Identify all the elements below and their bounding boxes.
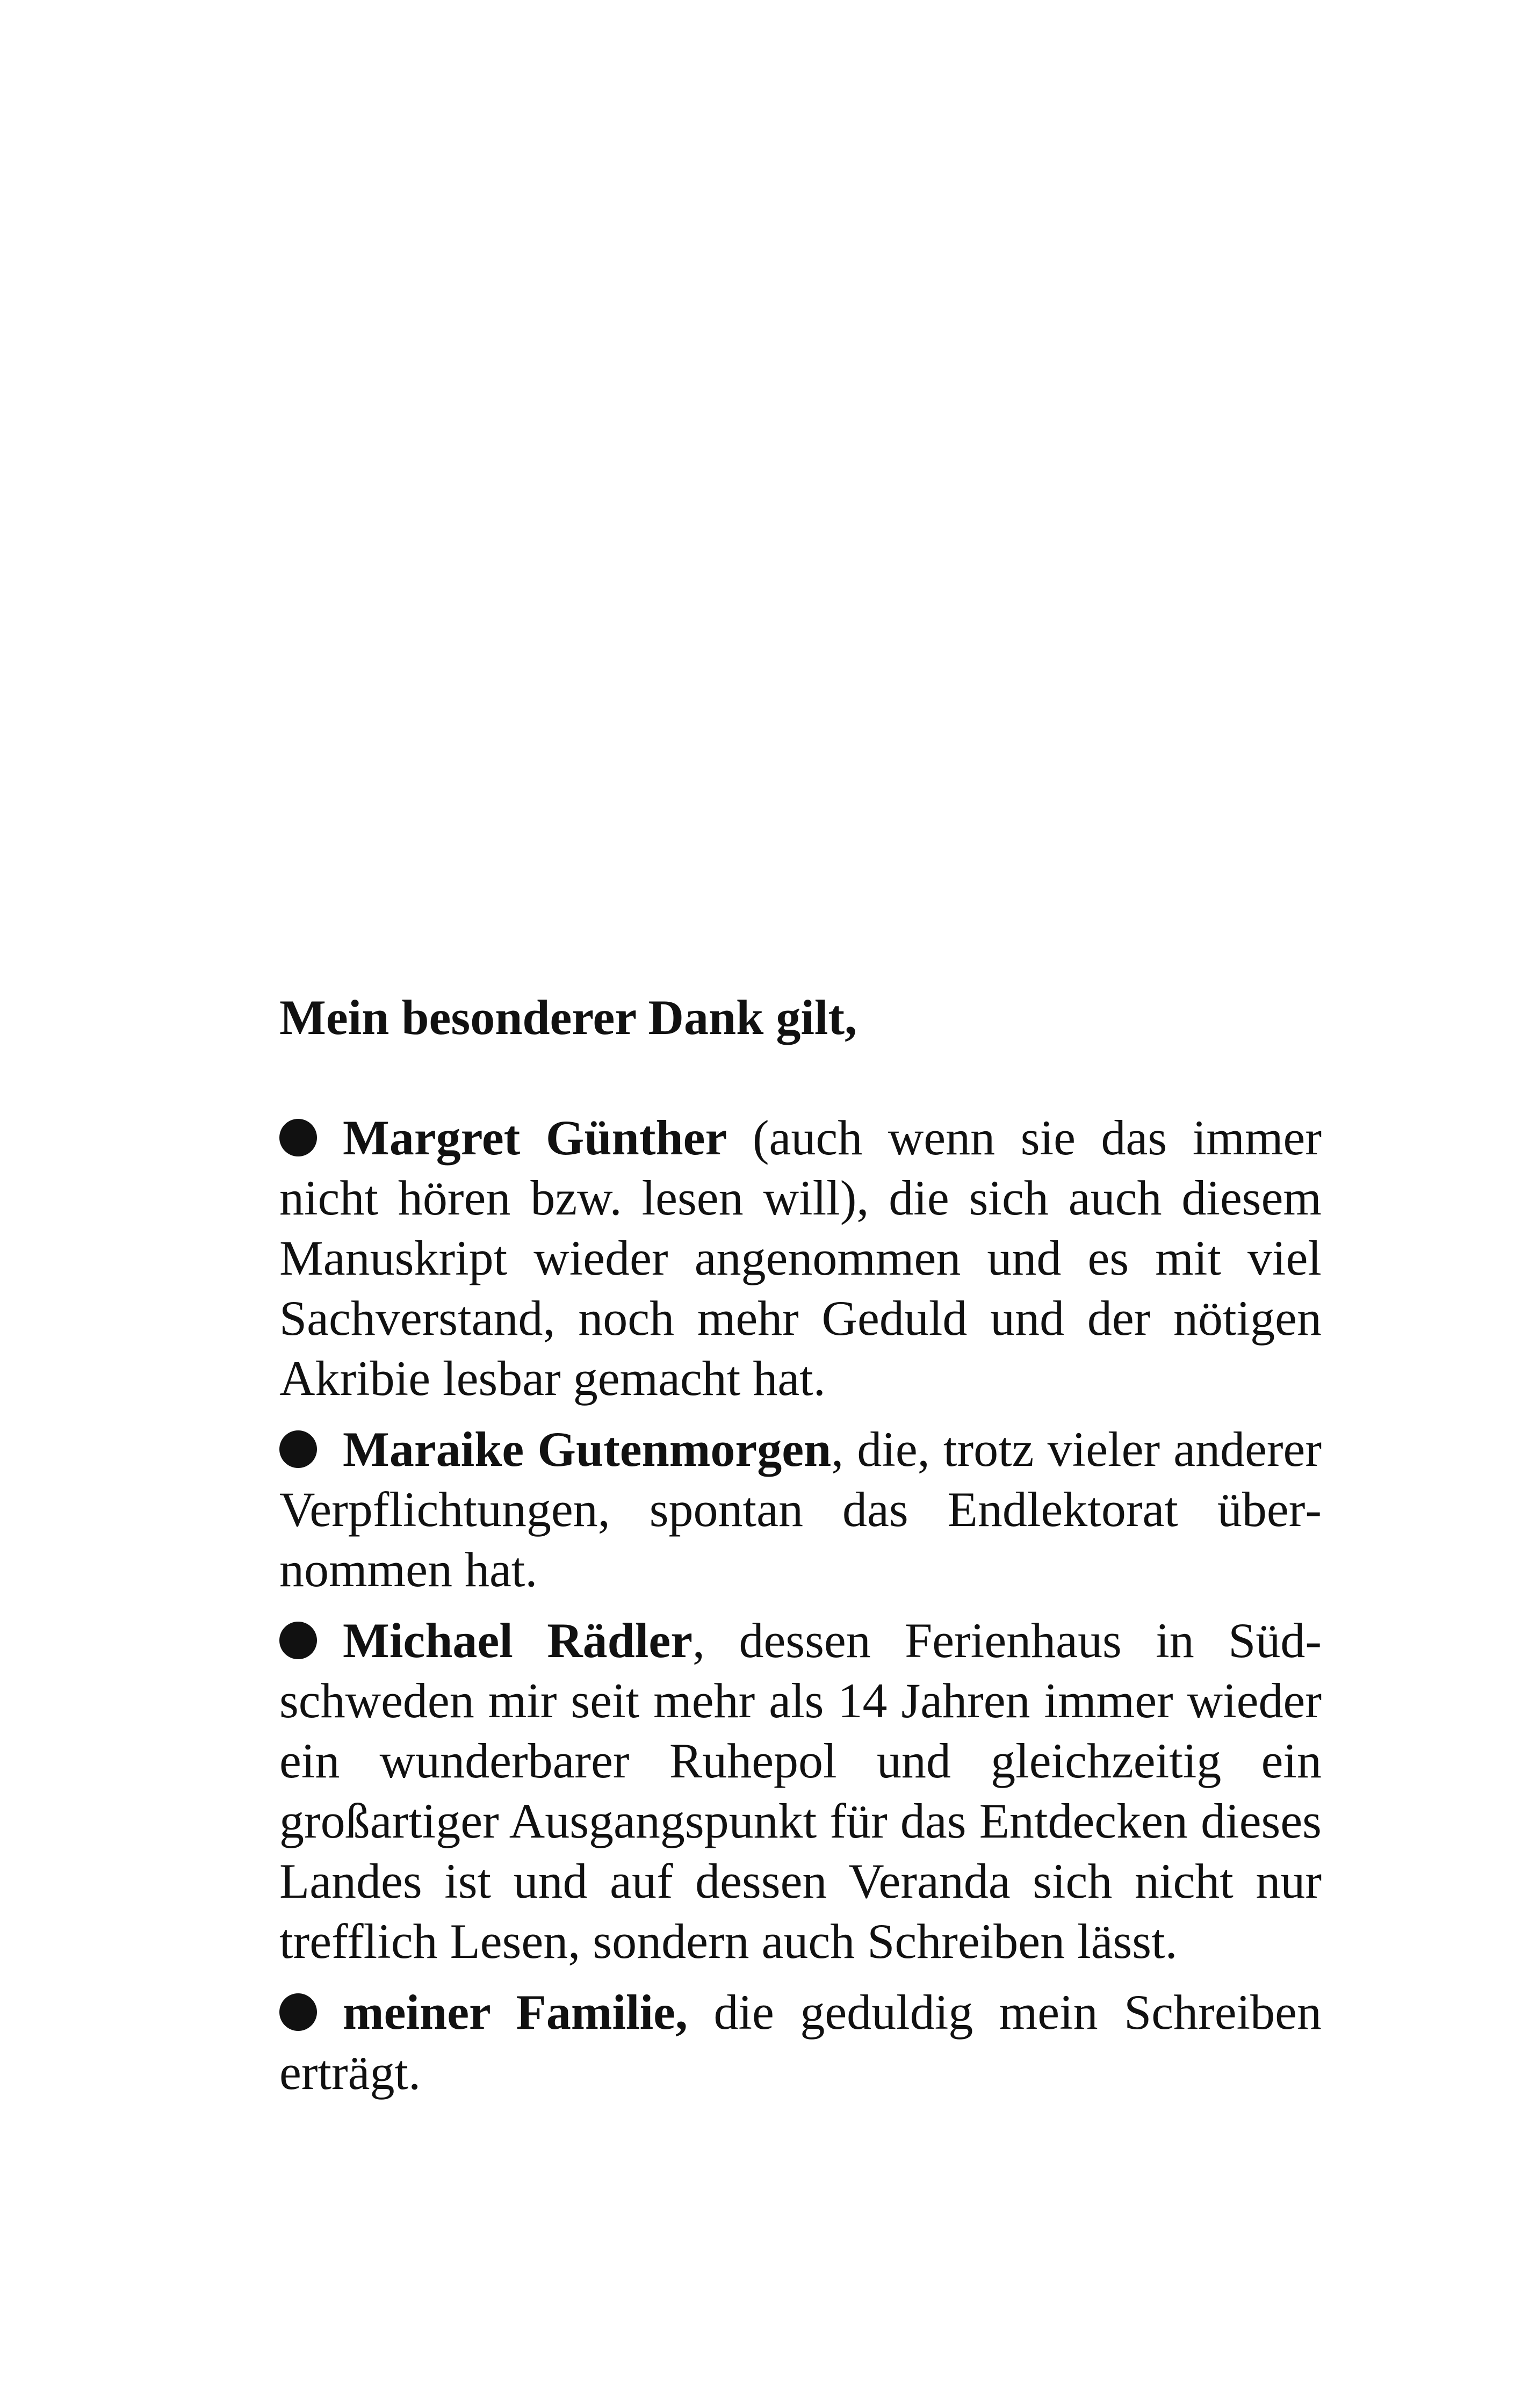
acknowledgement-text: , die, trotz vieler anderer Verpflichtungen, spontan das Endlektorat übernommen hat. xyxy=(279,1422,1322,1597)
acknowledgement-text: (auch wenn sie das immer nicht hören bzw. lesen will), die sich auch diesem Manuskript wieder angenommen und es mit viel Sachverstand, noch mehr Geduld und der nötigen Akribie lesbar gemacht hat. xyxy=(279,1110,1322,1406)
acknowledgements-section xyxy=(279,987,1322,2113)
acknowledgements-heading: Mein besonderer Dank gilt, xyxy=(279,990,857,1045)
bullet-icon xyxy=(279,1993,317,2031)
person-name: Margret Günther xyxy=(343,1110,727,1165)
acknowledgement-entry xyxy=(279,1982,1322,2102)
person-name: meiner Familie, xyxy=(343,1985,688,2040)
person-name: Michael Rädler xyxy=(343,1613,693,1668)
person-name: Maraike Gutenmorgen xyxy=(343,1422,832,1477)
bullet-icon xyxy=(279,1119,317,1156)
bullet-icon xyxy=(279,1622,317,1659)
acknowledgement-entry xyxy=(279,1419,1322,1600)
acknowledgement-entry xyxy=(279,1108,1322,1408)
acknowledgement-text: , dessen Ferienhaus in Südschweden mir seit mehr als 14 Jahren immer wieder ein wunderbarer Ruhepol und gleichzeitig ein großartiger Ausgangspunkt für das Entdecken dieses Landes ist und auf dessen Veranda sich nicht nur trefflich Lesen, sondern auch Schreiben lässt. xyxy=(279,1613,1322,1969)
bullet-icon xyxy=(279,1430,317,1468)
acknowledgement-entry xyxy=(279,1610,1322,1971)
acknowledgement-text: die geduldig mein Schreiben erträgt. xyxy=(279,1985,1322,2100)
